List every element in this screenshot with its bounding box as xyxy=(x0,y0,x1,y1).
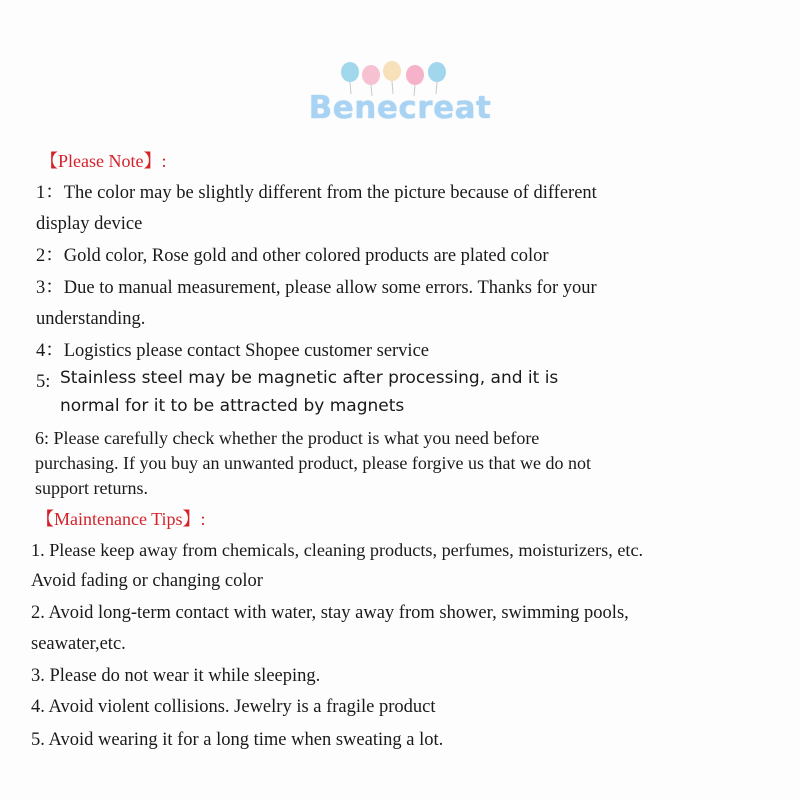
note-line-1: 1：The color may be slightly different from the picture because of different xyxy=(36,183,597,203)
tip-line-2: 2. Avoid long-term contact with water, stay away from shower, swimming pools, xyxy=(31,603,629,623)
note-line-3-cont: understanding. xyxy=(36,309,146,329)
note-line-4: 4：Logistics please contact Shopee customer service xyxy=(36,341,429,361)
note-line-3: 3：Due to manual measurement, please allow some errors. Thanks for your xyxy=(36,278,597,298)
maintenance-tips-heading: 【Maintenance Tips】: xyxy=(36,509,206,529)
note-line-5-number: 5: xyxy=(36,372,51,392)
tip-line-3: 3. Please do not wear it while sleeping. xyxy=(31,666,321,686)
please-note-heading: 【Please Note】: xyxy=(40,151,167,171)
note-line-5: Stainless steel may be magnetic after processing, and it is xyxy=(60,368,559,388)
tip-line-1-cont: Avoid fading or changing color xyxy=(31,571,263,591)
note-line-6: 6: Please carefully check whether the product is what you need before xyxy=(35,428,540,448)
tip-line-1: 1. Please keep away from chemicals, cleaning products, perfumes, moisturizers, etc. xyxy=(31,540,644,560)
brand-logo xyxy=(0,58,800,133)
brand-name: Benecreat xyxy=(308,90,492,126)
note-line-1-cont: display device xyxy=(36,214,143,234)
note-line-2: 2：Gold color, Rose gold and other colored products are plated color xyxy=(36,246,549,266)
note-line-5-cont: normal for it to be attracted by magnets xyxy=(60,396,405,416)
note-line-6-cont-2: support returns. xyxy=(35,478,148,498)
tip-line-4: 4. Avoid violent collisions. Jewelry is a fragile product xyxy=(31,697,436,717)
tip-line-2-cont: seawater,etc. xyxy=(31,634,126,654)
tip-line-5: 5. Avoid wearing it for a long time when sweating a lot. xyxy=(31,730,444,750)
note-line-6-cont: purchasing. If you buy an unwanted product, please forgive us that we do not xyxy=(35,453,592,473)
